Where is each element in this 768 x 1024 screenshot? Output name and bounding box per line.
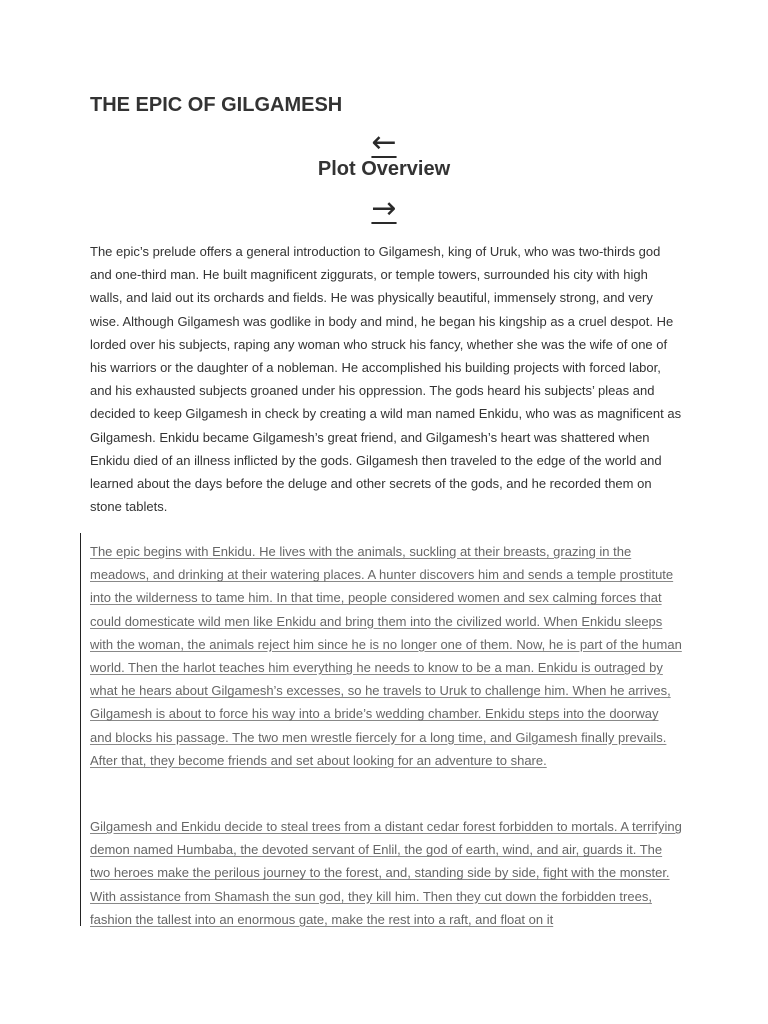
right-arrow-icon[interactable]: → — [371, 191, 397, 226]
quote-bar-divider — [80, 533, 81, 926]
left-arrow-icon[interactable]: ← — [371, 125, 397, 160]
document-title: THE EPIC OF GILGAMESH — [90, 94, 343, 116]
linked-paragraph-2 — [90, 815, 682, 931]
section-heading: Plot Overview — [317, 158, 451, 180]
intro-paragraph: The epic’s prelude offers a general introduction to Gilgamesh, king of Uruk, who was two-thirds god and one-third man. He built magnificent ziggurats, or temple towers, surrounded his city with high walls, and laid out its orchards and fields. He was physically beautiful, immensely strong, and very wise. Although Gilgamesh was godlike in body and mind, he began his kingship as a cruel despot. He lorded over his subjects, raping any woman who struck his fancy, whether she was the wife of one of his warriors or the daughter of a nobleman. He accomplished his building projects with forced labor, and his exhausted subjects groaned under his oppression. The gods heard his subjects’ pleas and decided to keep Gilgamesh in check by creating a wild man named Enkidu, who was as magnificent as Gilgamesh. Enkidu became Gilgamesh’s great friend, and Gilgamesh’s heart was shattered when Enkidu died of an illness inflicted by the gods. Gilgamesh then traveled to the edge of the world and learned about the days before the deluge and other secrets of the gods, and he recorded them on stone tablets. — [90, 244, 682, 515]
paragraph-link-1[interactable]: The epic begins with Enkidu. He lives with the animals, suckling at their breasts, grazing in the meadows, and drinking at their watering places. A hunter discovers him and sends a temple prostitute into the wilderness to tame him. In that time, people considered women and sex calming forces that could domesticate wild men like Enkidu and bring them into the civilized world. When Enkidu sleeps with the woman, the animals reject him since he is no longer one of them. Now, he is part of the human world. Then the harlot teaches him everything he needs to know to be a man. Enkidu is outraged by what he hears about Gilgamesh’s excesses, so he travels to Uruk to challenge him. When he arrives, Gilgamesh is about to force his way into a bride’s wedding chamber. Enkidu steps into the doorway and blocks his passage. The two men wrestle fiercely for a long time, and Gilgamesh finally prevails. After that, they become friends and set about looking for an adventure to share. — [90, 544, 682, 768]
previous-section-nav[interactable] — [0, 125, 768, 160]
linked-paragraph-1 — [90, 540, 682, 772]
next-section-nav[interactable] — [0, 191, 768, 226]
paragraph-link-2[interactable]: Gilgamesh and Enkidu decide to steal trees from a distant cedar forest forbidden to mortals. A terrifying demon named Humbaba, the devoted servant of Enlil, the god of earth, wind, and air, guards it. The two heroes make the perilous journey to the forest, and, standing side by side, fight with the monster. With assistance from Shamash the sun god, they kill him. Then they cut down the forbidden trees, fashion the tallest into an enormous gate, make the rest into a raft, and float on it — [90, 819, 682, 927]
